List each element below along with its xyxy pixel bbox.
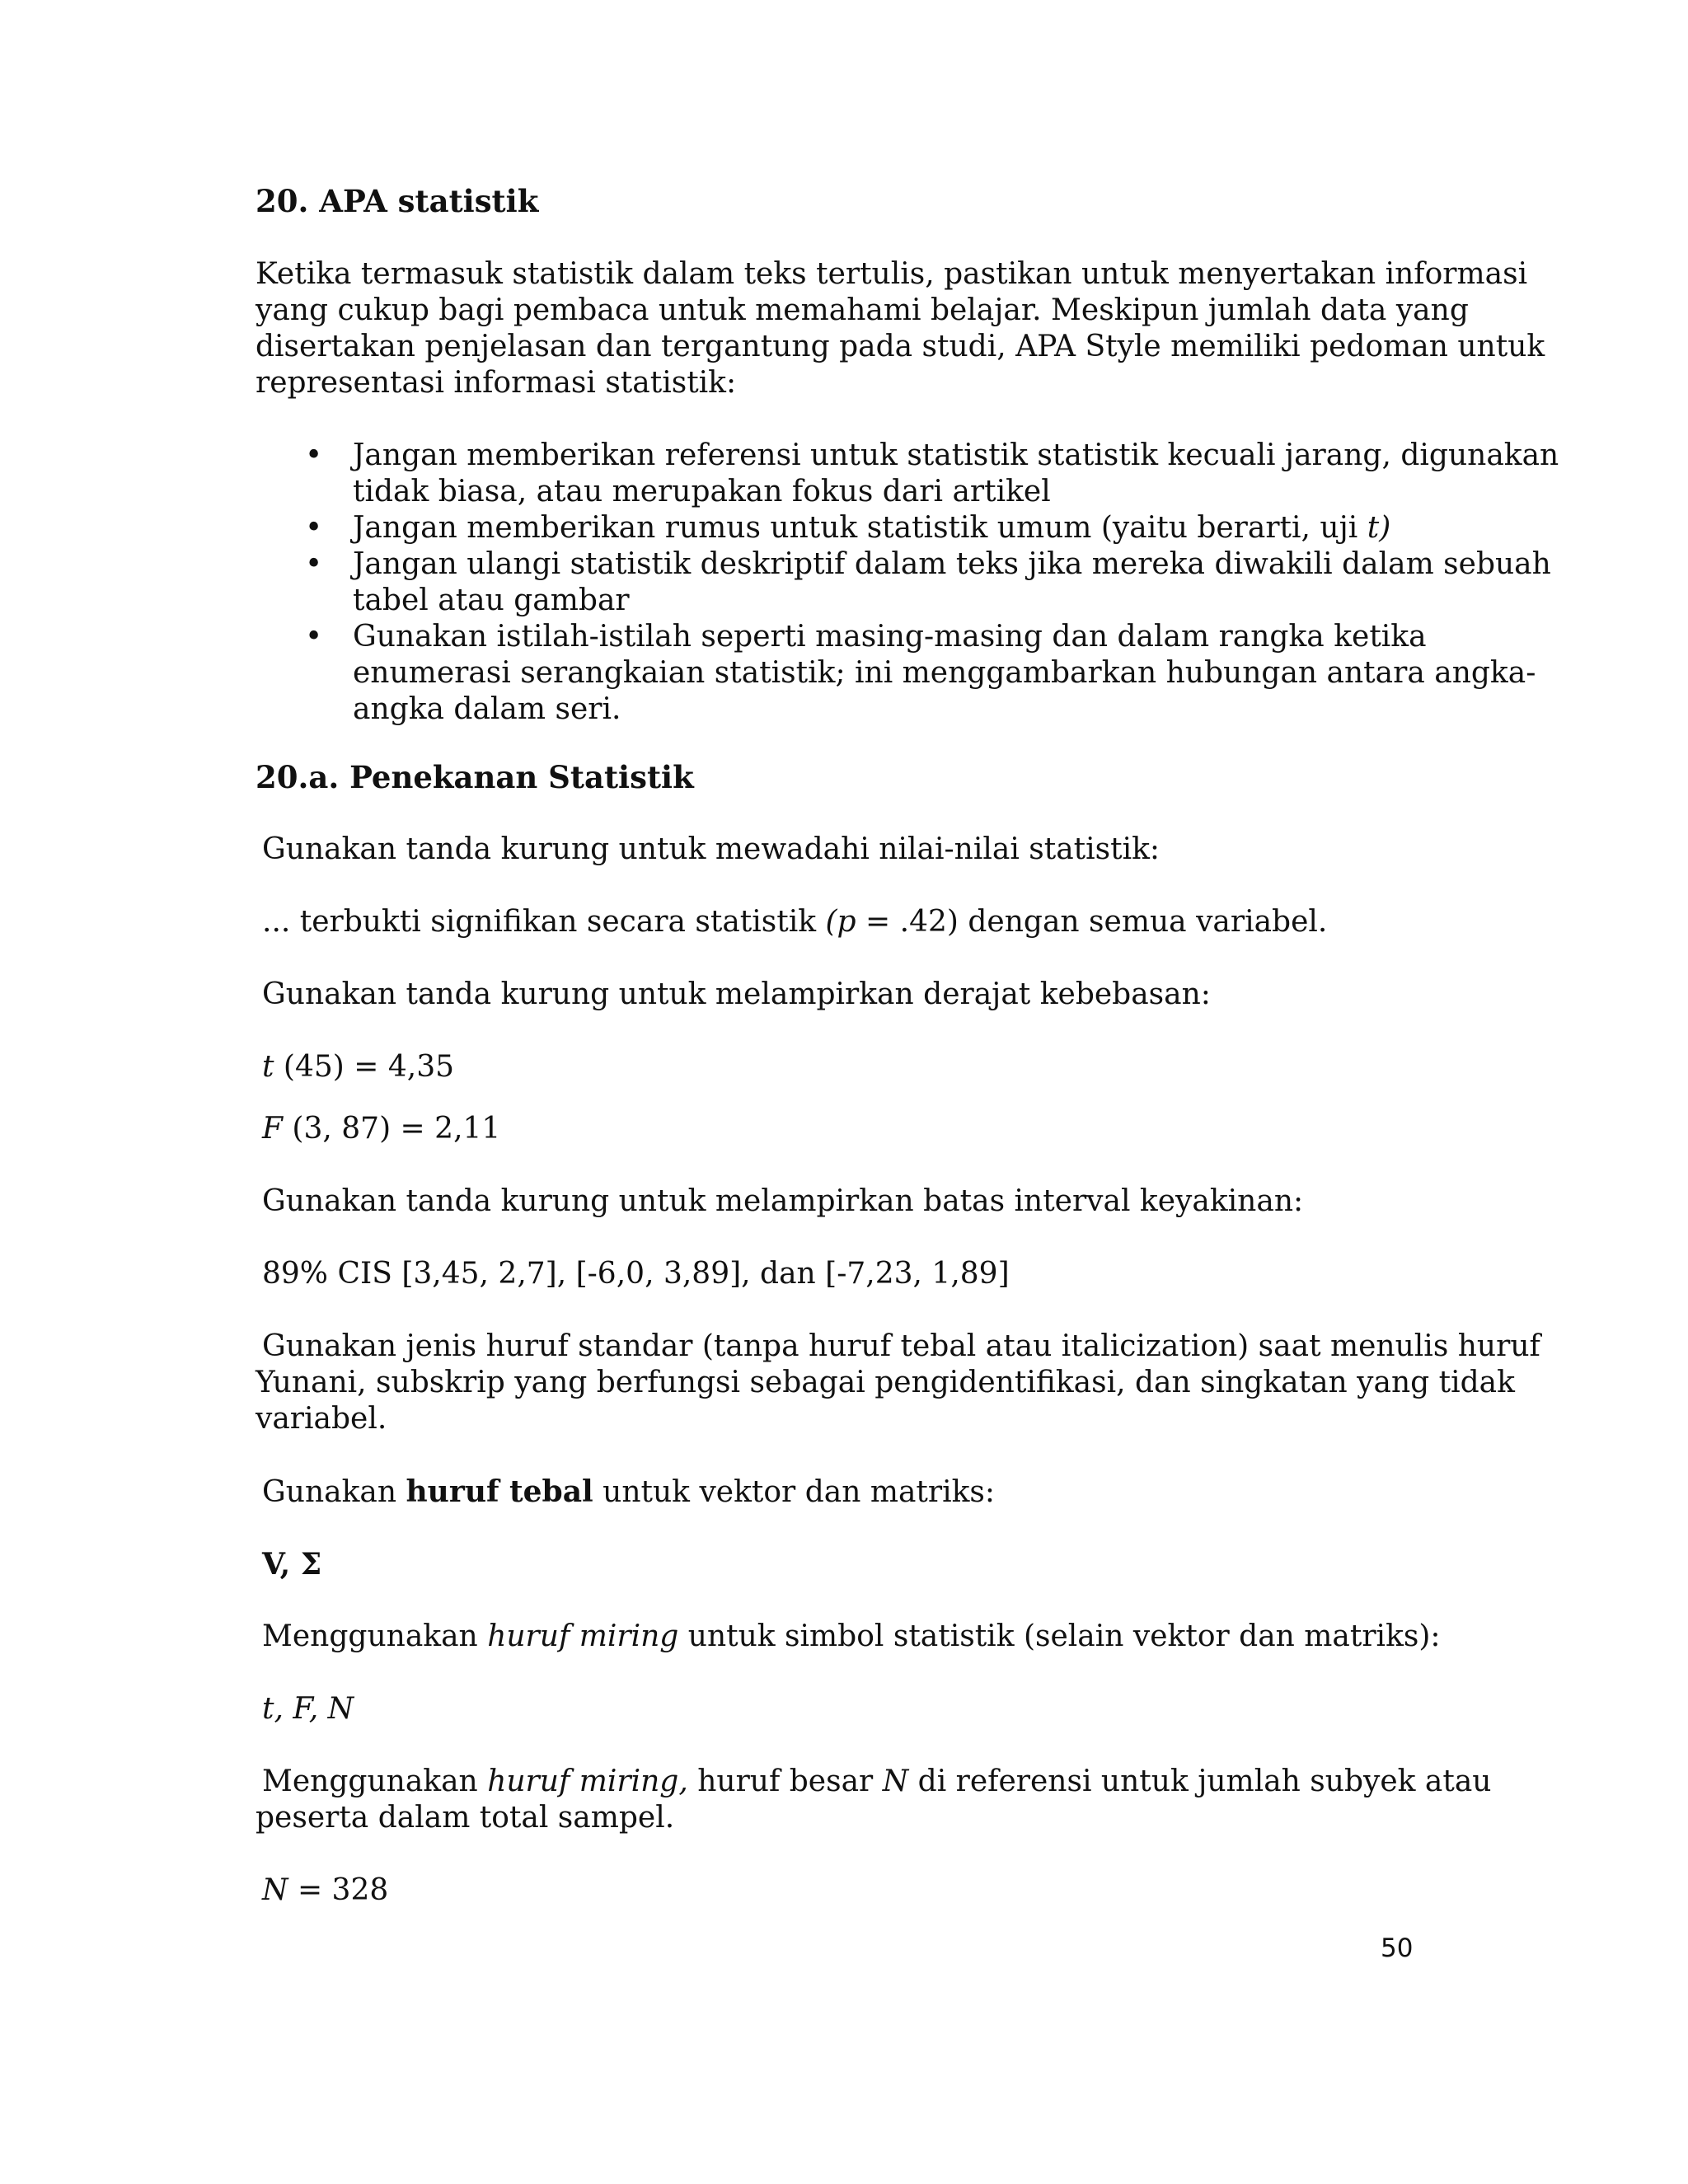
t-test-value: (45) = 4,35 [274,1050,455,1084]
bullet-3-line-2: tabel atau gambar [353,583,630,617]
paragraph-parentheses-values: Gunakan tanda kurung untuk mewadahi nilai-nilai statistik: [262,832,1160,866]
paragraph-standard-type-line-3: variabel. [256,1402,387,1436]
bullet-1-line-1: Jangan memberikan referensi untuk statistik statistik kecuali jarang, digunakan [353,438,1559,472]
bullet-2-italic: t) [1367,511,1391,545]
paragraph-standard-type-line-1: Gunakan jenis huruf standar (tanpa huruf tebal atau italicization) saat menulis huruf [262,1329,1540,1363]
example-significance [262,904,1327,940]
bullet-marker: • [305,511,323,545]
example-f-test [262,1111,500,1147]
f-test-value: (3, 87) = 2,11 [282,1112,501,1146]
bullet-1-line-2: tidak biasa, atau merupakan fokus dari artikel [353,475,1051,509]
example-t-test [262,1049,454,1085]
example-sample-size [262,1872,388,1909]
example-statistical-symbols: t, F, N [262,1692,354,1726]
section-heading: 20. APA statistik [256,183,539,219]
sample-size-post: di referensi untuk jumlah subyek atau [908,1765,1492,1798]
f-symbol: F [262,1112,283,1146]
sample-size-value: = 328 [288,1873,389,1907]
intro-line-4: representasi informasi statistik: [256,366,737,400]
bullet-4-line-3: angka dalam seri. [353,692,621,726]
intro-line-2: yang cukup bagi pembaca untuk memahami belajar. Meskipun jumlah data yang [256,293,1469,327]
bold-vectors-post: untuk vektor dan matriks: [593,1475,996,1509]
sample-size-italic: huruf miring, [487,1765,688,1798]
bullet-marker: • [305,547,323,581]
paragraph-sample-size-line-2: peserta dalam total sampel. [256,1801,675,1835]
n-symbol: N [262,1873,288,1907]
bullet-4-line-1: Gunakan istilah-istilah seperti masing-masing dan dalam rangka ketika [353,620,1427,654]
italic-symbols-italic: huruf miring [487,1619,679,1653]
bold-vectors-bold: huruf tebal [406,1474,593,1509]
bullet-4-line-2: enumerasi serangkaian statistik; ini menggambarkan hubungan antara angka- [353,656,1536,690]
italic-symbols-post: untuk simbol statistik (selain vektor dan matriks): [678,1619,1441,1653]
bold-vectors-pre: Gunakan [262,1475,406,1509]
t-symbol: t [262,1050,274,1084]
bullet-marker: • [305,620,323,654]
bullet-2-text: Jangan memberikan rumus untuk statistik umum (yaitu berarti, uji [353,511,1367,545]
paragraph-italic-symbols [262,1619,1441,1655]
page-number: 50 [1381,1933,1414,1963]
sample-size-n: N [882,1765,909,1798]
paragraph-confidence-interval: Gunakan tanda kurung untuk melampirkan batas interval keyakinan: [262,1184,1304,1218]
italic-symbols-pre: Menggunakan [262,1619,488,1653]
bullet-marker: • [305,438,323,472]
bullet-3-line-1: Jangan ulangi statistik deskriptif dalam teks jika mereka diwakili dalam sebuah [353,547,1551,581]
sample-size-mid: huruf besar [687,1765,883,1798]
paragraph-bold-vectors [262,1474,995,1511]
example-significance-pre: ... terbukti signifikan secara statistik [262,905,826,939]
subsection-heading: 20.a. Penekanan Statistik [256,759,694,795]
paragraph-sample-size-line-1 [262,1764,1491,1800]
sample-size-pre: Menggunakan [262,1765,488,1798]
bullet-2-line-1 [353,510,1390,546]
paragraph-degrees-freedom: Gunakan tanda kurung untuk melampirkan derajat kebebasan: [262,977,1211,1011]
paragraph-standard-type-line-2: Yunani, subskrip yang berfungsi sebagai pengidentifikasi, dan singkatan yang tidak [256,1366,1515,1399]
intro-line-1: Ketika termasuk statistik dalam teks tertulis, pastikan untuk menyertakan informasi [256,257,1528,291]
example-significance-post: = .42) dengan semua variabel. [856,905,1328,939]
example-confidence-interval: 89% CIS [3,45, 2,7], [-6,0, 3,89], dan [-7,23, 1,89] [262,1257,1010,1291]
example-significance-italic: (p [825,905,856,939]
example-vector-matrix: V, Σ [262,1547,322,1582]
intro-line-3: disertakan penjelasan dan tergantung pada studi, APA Style memiliki pedoman untuk [256,330,1545,363]
